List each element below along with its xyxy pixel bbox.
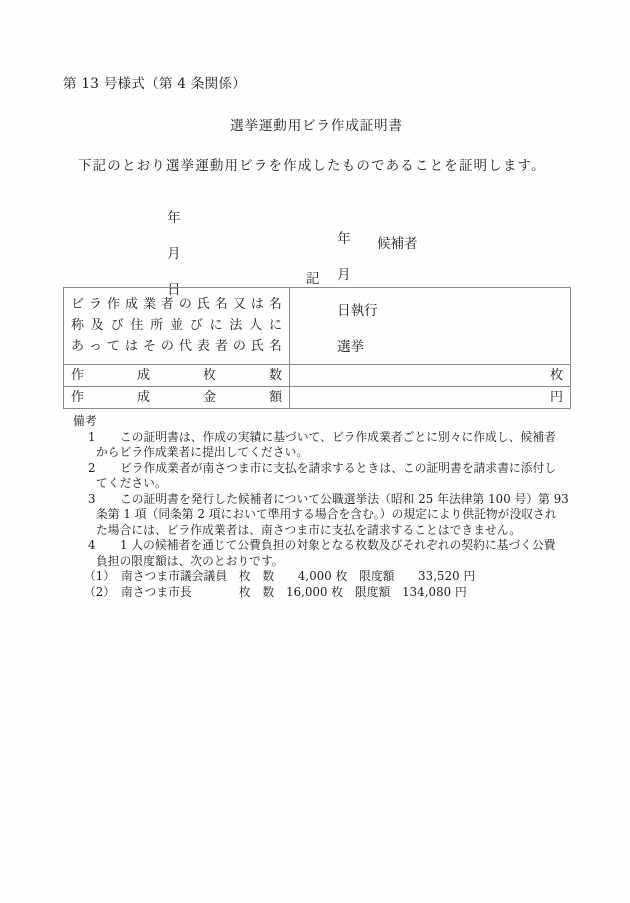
form-number: 第 13 号様式（第 4 条関係）: [63, 76, 247, 92]
page-title: 選挙運動用ビラ作成証明書: [230, 118, 403, 134]
note-item: [88, 492, 593, 539]
vendor-name-value[interactable]: [290, 288, 570, 361]
lead-sentence: 下記のとおり選挙運動用ビラを作成したものであることを証明します。: [78, 158, 546, 174]
election-day-execution-label: 日執行: [337, 303, 378, 319]
amount-label: 作 成 金 額: [71, 390, 282, 406]
note-line: この証明書を発行した候補者について公職選挙法（昭和 25 年法律第 100 号）第 93: [120, 491, 569, 506]
amount-value-cell[interactable]: [290, 387, 571, 409]
note-number: 1: [88, 429, 96, 444]
note-line: ビラ作成業者が南さつま市に支払を請求するときは、この証明書を請求書に添付し: [120, 460, 557, 475]
note-line: この証明書は、作成の実績に基づいて、ビラ作成業者ごとに別々に作成し、候補者: [120, 429, 556, 444]
candidate-label: 候補者: [377, 236, 418, 252]
note-item: [88, 430, 593, 461]
note-number: 3: [88, 491, 96, 506]
vendor-name-label-block: [64, 288, 289, 364]
note-sub-item: （2） 南さつま市長 枚 数 16,000 枚 限度額 134,080 円: [84, 584, 467, 599]
election-year-label: 年: [337, 231, 351, 247]
month-label: 月: [167, 246, 181, 262]
label-line: あ っ て は そ の 代 表 者 の 氏 名: [71, 339, 282, 355]
label-line: 称 及 び 住 所 並 び に 法 人 に: [71, 318, 282, 334]
sheet-count-label: 作 成 枚 数: [71, 368, 282, 384]
vendor-name-label-cell: [64, 288, 290, 365]
note-sub-item: （1） 南さつま市議会議員 枚 数 4,000 枚 限度額 33,520 円: [84, 569, 476, 583]
table-row: [64, 365, 571, 387]
sheet-count-unit[interactable]: 枚: [549, 368, 563, 384]
label-line: ビ ラ 作 成 業 者 の 氏 名 又 は 名: [71, 297, 282, 312]
notes-heading: 備考: [73, 414, 98, 428]
note-body: [96, 491, 593, 539]
note-line: 条第 1 項（同条第 2 項において準用する場合を含む。）の規定により供託物が没収され: [96, 507, 557, 521]
table-row: [64, 387, 571, 409]
note-body: [96, 429, 593, 461]
sheet-count-label-cell: [64, 365, 290, 387]
note-line: てください。: [96, 476, 167, 490]
note-body: [96, 538, 593, 569]
day-label: 日: [167, 282, 181, 298]
certificate-table: [63, 287, 571, 409]
note-item: [88, 538, 593, 569]
election-month-label: 月: [337, 267, 351, 283]
notes-section: [73, 414, 593, 600]
note-number: 4: [88, 538, 96, 552]
note-body: [96, 460, 593, 492]
amount-label-cell: [64, 387, 290, 409]
note-line: 負担の限度額は、次のとおりです。: [96, 553, 284, 568]
note-number: 2: [88, 460, 96, 475]
amount-unit[interactable]: 円: [549, 390, 563, 406]
ki-marker: 記: [306, 271, 320, 287]
table-row: [64, 288, 571, 365]
year-label: 年: [167, 210, 181, 226]
note-line: た場合には、ビラ作成業者は、南さつま市に支払を請求することはできません。: [96, 522, 522, 537]
note-line: からビラ作成業者に提出してください。: [96, 445, 309, 459]
sheet-count-value-cell[interactable]: [290, 365, 571, 387]
election-label: 選挙: [337, 339, 365, 355]
note-line: 1 人の候補者を通じて公費負担の対象となる枚数及びそれぞれの契約に基づく公費: [120, 538, 556, 552]
note-item: [88, 461, 593, 492]
vendor-name-value-cell[interactable]: [290, 288, 571, 365]
